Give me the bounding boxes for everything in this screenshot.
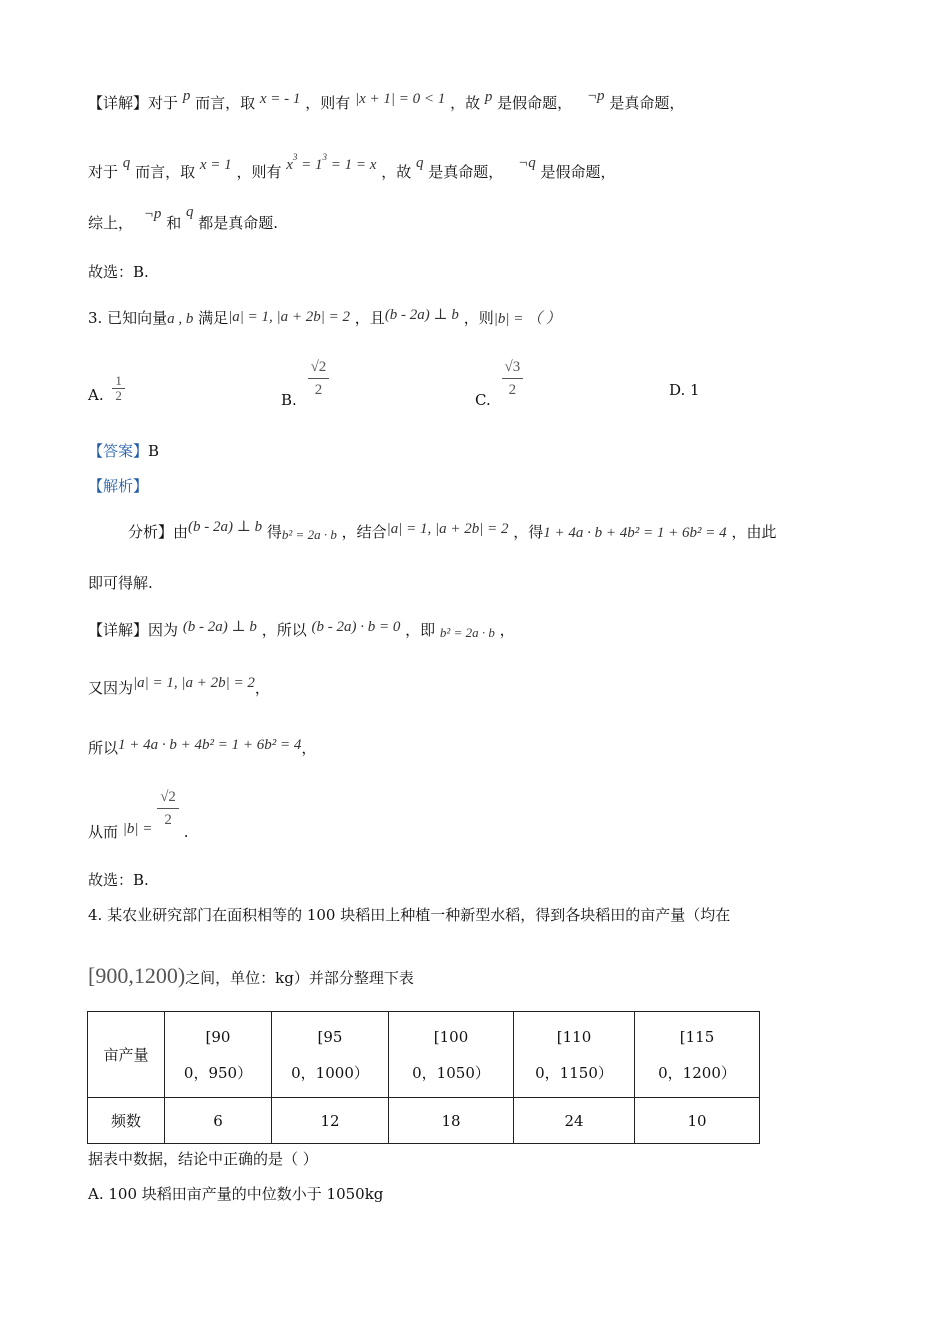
detail-paragraph-3: 综上， ¬p 和 q 都是真命题. <box>88 204 279 232</box>
fraction: $\frac{√3}{2}$ <box>502 356 524 401</box>
table-cell: 24 <box>514 1098 635 1144</box>
table-row <box>88 1098 760 1144</box>
table-cell: [110 0，1150） <box>514 1012 635 1098</box>
question-3: 3. 已知向量a , b 满足|a| = 1, |a + 2b| = 2 ，且(b - 2a) ⊥ b ，则|b| = （ ） <box>88 307 561 327</box>
detail-paragraph-2: 对于 q 而言，取 x = 1 ，则有 $x^3 = 1^3 = 1 = x$ ，故 q 是真命题， ¬q 是假命题， <box>88 152 616 181</box>
option-b[interactable]: B. $\frac{√2}{2}$ <box>281 356 329 401</box>
table-cell: 6 <box>165 1098 272 1144</box>
detail-paragraph-1: 【详解】对于 p 而言，取 x = - 1 ，则有 |x + 1| = 0 < 1 ，故 p 是假命题， ¬p 是真命题， <box>88 88 685 112</box>
analysis-line-2: 即可得解. <box>88 574 153 592</box>
detail-line-2: 又因为|a| = 1, |a + 2b| = 2， <box>88 675 270 697</box>
analysis-label: 【解析】 <box>88 477 149 495</box>
table-cell: 10 <box>635 1098 760 1144</box>
table-header-cell: 频数 <box>88 1098 165 1144</box>
yield-table <box>87 1011 760 1144</box>
detail-line-4: 从而 |b| = $\frac{√2}{2}$ . <box>88 786 189 831</box>
choice-text-1: 故选：B. <box>88 263 149 281</box>
fraction: $\frac{1}{2}$ <box>112 374 125 403</box>
detail-line-1: 【详解】因为 (b - 2a) ⊥ b ，所以 (b - 2a) · b = 0 ，即 b² = 2a · b ， <box>88 619 515 640</box>
option-a[interactable]: A. $\frac{1}{2}$ <box>88 372 125 401</box>
table-cell: [90 0，950） <box>165 1012 272 1098</box>
question-4-line-2: [900,1200)之间，单位：kg）并部分整理下表 <box>88 963 414 988</box>
analysis-line-1: 分析】由(b - 2a) ⊥ b 得b² = 2a · b ，结合|a| = 1, |a + 2b| = 2 ，得1 + 4a · b + 4b² = 1 + 6b² = 4 ，由此 <box>128 519 777 542</box>
table-cell: 18 <box>389 1098 514 1144</box>
table-cell: [95 0，1000） <box>272 1012 389 1098</box>
table-row <box>88 1012 760 1098</box>
table-header-cell: 亩产量 <box>88 1012 165 1098</box>
detail-line-3: 所以1 + 4a · b + 4b² = 1 + 6b² = 4， <box>88 737 317 757</box>
table-cell: 12 <box>272 1098 389 1144</box>
question-4-line-1: 4. 某农业研究部门在面积相等的 100 块稻田上种植一种新型水稻，得到各块稻田的亩产量（均在 <box>88 906 731 924</box>
option-c[interactable]: C. $\frac{√3}{2}$ <box>475 356 523 401</box>
answer-label: 【答案】 <box>88 442 149 460</box>
question-4-prompt: 据表中数据，结论中正确的是（ ） <box>88 1150 318 1168</box>
table-cell: [100 0，1050） <box>389 1012 514 1098</box>
question-4-option-a[interactable]: A. 100 块稻田亩产量的中位数小于 1050kg <box>88 1185 384 1203</box>
detail-label: 【详解】 <box>88 94 149 112</box>
answer: 【答案】B <box>88 442 160 460</box>
table-cell: [115 0，1200） <box>635 1012 760 1098</box>
choice-text-2: 故选：B. <box>88 871 149 889</box>
fraction: $\frac{√2}{2}$ <box>308 356 330 401</box>
option-d[interactable]: D. 1 <box>669 381 700 399</box>
fraction: $\frac{√2}{2}$ <box>157 786 179 831</box>
